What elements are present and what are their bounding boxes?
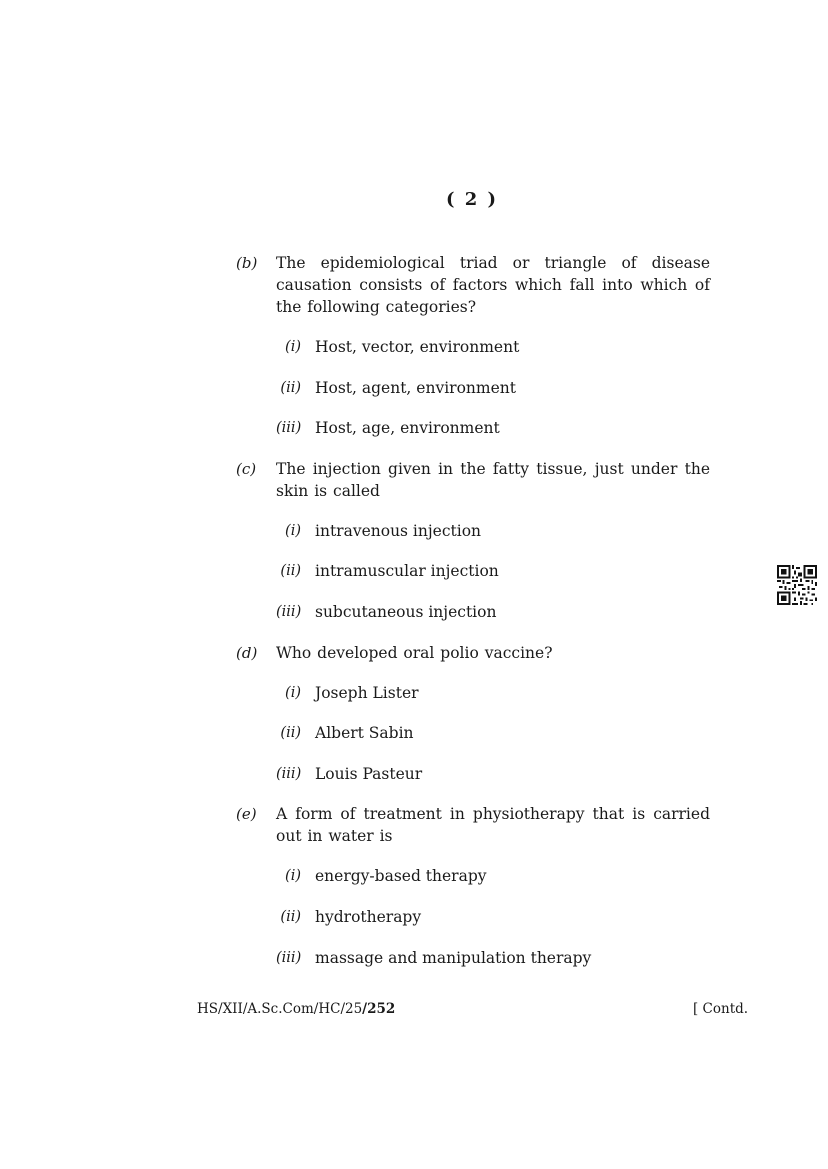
option-list [276, 865, 710, 987]
question-letter: (d) [236, 643, 258, 662]
paper-code-prefix: HS/XII/A.Sc.Com/HC/25 [197, 1001, 363, 1017]
question-letter: (e) [236, 805, 257, 824]
option-item [276, 947, 710, 988]
question-list [236, 252, 710, 987]
page-number: ( 2 ) [445, 189, 499, 210]
option-item [276, 601, 710, 642]
question-text: Who developed oral polio vaccine? [276, 643, 553, 662]
option-text: Host, age, environment [315, 419, 500, 438]
option-text: Host, agent, environment [315, 378, 516, 397]
question-text: The injection given in the fatty tissue, just under the skin is called [276, 459, 710, 500]
option-item [276, 682, 710, 723]
option-text: intravenous injection [315, 521, 482, 540]
option-number: (i) [285, 339, 301, 355]
paper-code [197, 1001, 395, 1017]
option-text: intramuscular injection [315, 562, 499, 581]
option-text: hydrotherapy [315, 907, 422, 926]
paper-code-suffix: /252 [362, 1001, 396, 1017]
option-item [276, 722, 710, 763]
question-letter: (c) [236, 459, 257, 478]
option-number: (i) [285, 684, 301, 701]
option-item [276, 377, 710, 418]
option-item [276, 336, 710, 377]
question-b [236, 252, 710, 458]
option-item [276, 560, 710, 601]
question-text: A form of treatment in physiotherapy that is carried out in water is [276, 805, 710, 846]
option-number: (i) [285, 868, 301, 885]
option-text: massage and manipulation therapy [315, 948, 592, 967]
option-number: (iii) [276, 420, 302, 437]
option-text: Louis Pasteur [315, 764, 423, 783]
option-number: (iii) [276, 765, 302, 782]
option-number: (i) [285, 522, 301, 539]
option-text: subcutaneous injection [315, 602, 497, 621]
option-item [276, 763, 710, 804]
option-list [276, 336, 710, 458]
option-list [276, 520, 710, 642]
option-text: Host, vector, environment [315, 338, 520, 356]
option-number: (ii) [280, 908, 301, 925]
question-e [236, 803, 710, 987]
option-item [276, 906, 710, 947]
option-number: (iii) [276, 603, 302, 620]
qr-code-icon [777, 565, 817, 605]
question-c [236, 458, 710, 642]
page-number-value: 2 [464, 189, 480, 210]
option-number: (ii) [280, 563, 301, 580]
question-letter: (b) [236, 254, 258, 272]
option-item [276, 417, 710, 458]
option-number: (ii) [280, 379, 301, 396]
question-d [236, 642, 710, 804]
option-item [276, 520, 710, 561]
option-list [276, 682, 710, 804]
option-number: (iii) [276, 949, 302, 966]
option-text: energy-based therapy [315, 867, 487, 886]
option-number: (ii) [280, 725, 301, 742]
option-text: Joseph Lister [315, 683, 419, 702]
contd-label: [ Contd. [693, 1001, 749, 1017]
option-item [276, 865, 710, 906]
option-text: Albert Sabin [315, 724, 414, 743]
question-text: The epidemiological triad or triangle of disease causation consists of factors which fall into which of the following categories? [276, 254, 710, 316]
